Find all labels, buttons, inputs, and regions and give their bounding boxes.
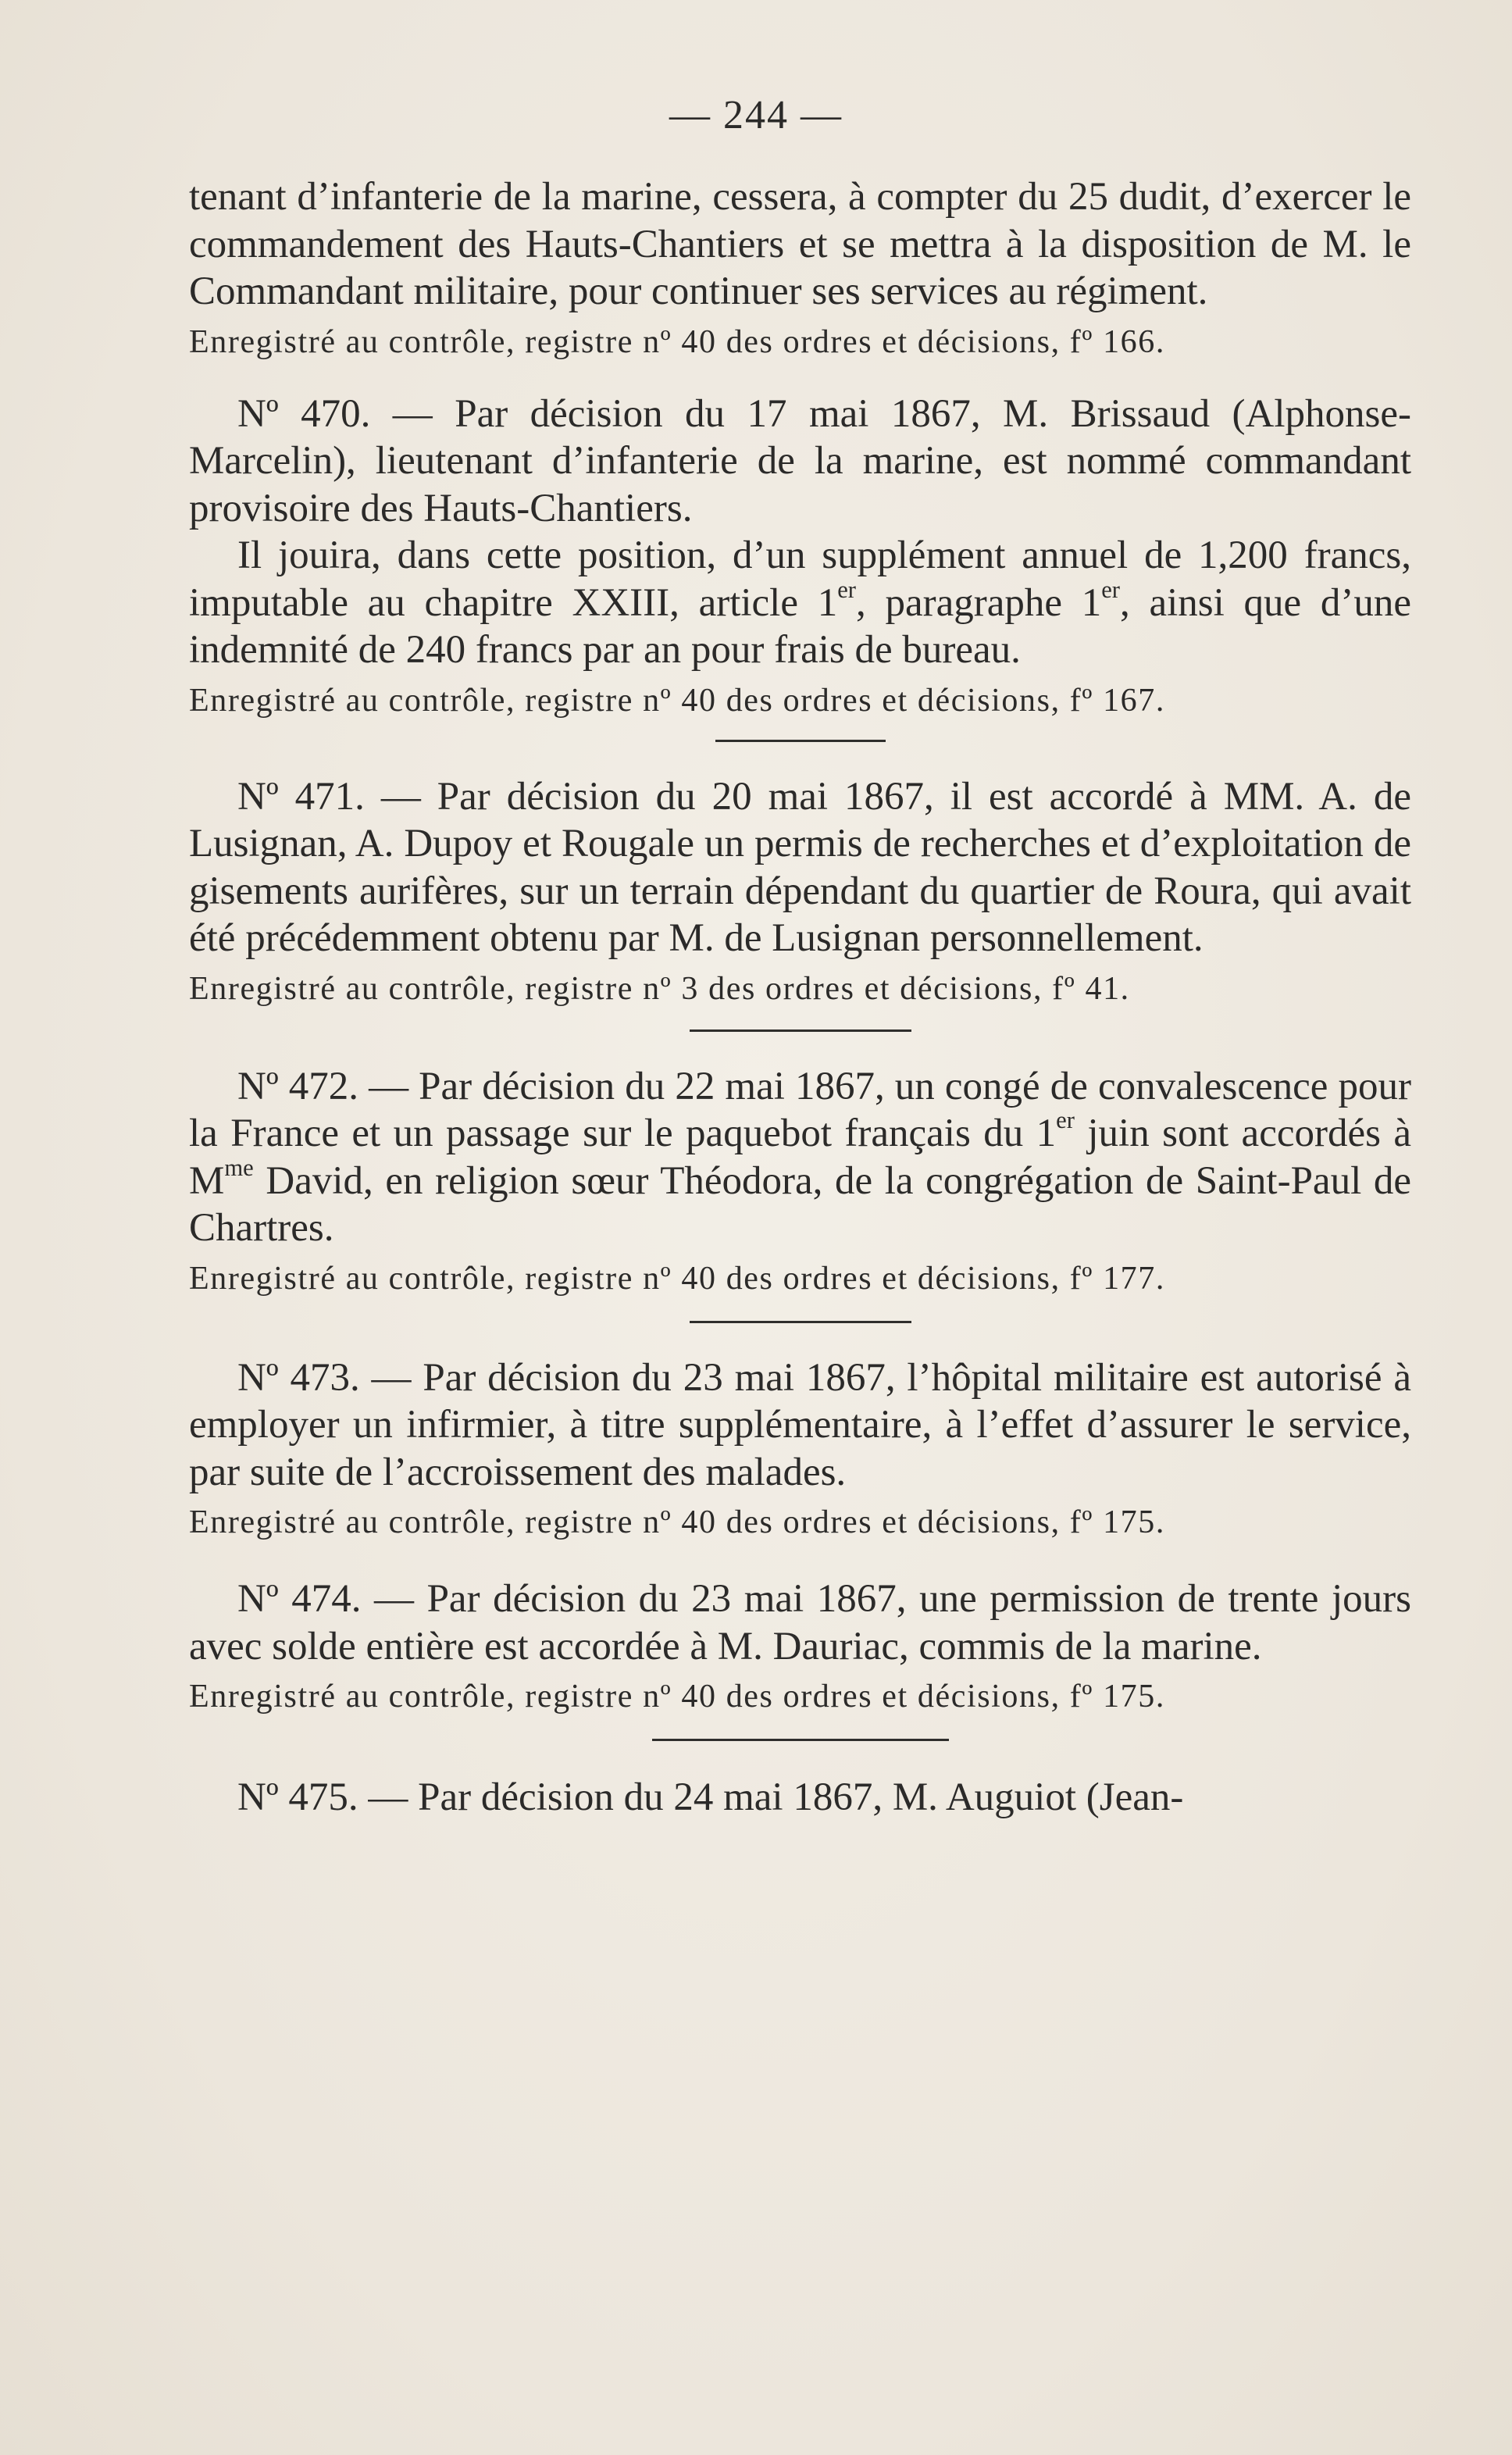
continuation-paragraph: tenant d’infanterie de la marine, cessera, à compter du 25 dudit, d’exercer le commandement des Hauts-Chantiers et se mettra à la disposition de M. le Commandant militaire, pour continuer ses services au régiment. [189,175,1411,313]
decision-text: — Par décision du 20 mai 1867, il est accordé à MM. A. de Lusignan, A. Dupoy et Rougale un permis de recherches et d’exploitation de gisements aurifères, sur un terrain dépendant du quartier de Roura, qui avait été précédemment obtenu par M. de Lusignan personnellement. [189,774,1411,960]
decision-text: , paragraphe 1 [856,580,1102,625]
registration-line: Enregistré au contrôle, registre nº 40 des ordres et décisions, fº 167. [189,682,1165,719]
decision-paragraph [189,1354,1411,1497]
decision-entry-472 [189,1063,1411,1301]
separator-rule [715,740,886,742]
decision-text: — Par décision du 17 mai 1867, M. Brissaud (Alphonse-Marcelin), lieutenant d’infanterie de la marine, est nommé commandant provisoire des Hauts-Chantiers. [189,391,1411,530]
separator-rule [652,1739,949,1741]
decision-paragraph-continued [189,532,1411,674]
text-column [189,173,1411,1822]
decision-entry-471 [189,773,1411,1011]
decision-text: David, en religion sœur Théodora, de la congrégation de Saint-Paul de Chartres. [189,1158,1411,1250]
decision-text: , ainsi que d’une indemnité de 240 francs par an pour frais de bureau. [189,580,1412,672]
decision-paragraph [189,1575,1411,1670]
decision-text: — Par décision du 24 mai 1867, M. Auguiot (Jean- [358,1775,1184,1819]
decision-entry-470 [189,391,1411,723]
registration-line: Enregistré au contrôle, registre nº 3 des ordres et décisions, fº 41. [189,970,1130,1007]
registration-line: Enregistré au contrôle, registre nº 40 des ordres et décisions, fº 175. [189,1679,1165,1715]
separator-rule [690,1321,911,1323]
separator-rule [690,1029,911,1032]
decision-text: — Par décision du 22 mai 1867, un congé de convalescence pour la France et un passage sur le paquebot français du 1 [189,1064,1411,1155]
superscript: er [837,576,856,603]
decision-number: Nº 475. [237,1775,358,1819]
decision-text: — Par décision du 23 mai 1867, l’hôpital militaire est autorisé à employer un infirmier, à titre supplémentaire, à l’effet d’assurer le service, par suite de l’accroissement des malades. [189,1355,1411,1494]
decision-paragraph [189,1774,1411,1822]
decision-number: Nº 470. [237,391,371,436]
decision-number: Nº 471. [237,774,365,819]
decision-paragraph [189,1063,1411,1252]
decision-entry-474 [189,1575,1411,1718]
decision-paragraph [189,773,1411,962]
decision-entry-473 [189,1354,1411,1545]
decision-text: Il jouira, dans cette position, d’un supplément annuel de 1,200 francs, imputable au chapitre XXIII, article 1 [189,533,1411,625]
superscript: er [1056,1107,1075,1134]
decision-text: — Par décision du 23 mai 1867, une permission de trente jours avec solde entière est accordée à M. Dauriac, commis de la marine. [189,1577,1411,1668]
decision-entry-475 [189,1774,1411,1822]
superscript: er [1101,576,1120,603]
decision-number: Nº 472. [237,1064,358,1108]
page-number: — 244 — [669,93,843,137]
registration-line: Enregistré au contrôle, registre nº 40 des ordres et décisions, fº 177. [189,1260,1165,1297]
registration-line: Enregistré au contrôle, registre nº 40 des ordres et décisions, fº 175. [189,1504,1165,1540]
decision-number: Nº 473. [237,1355,360,1400]
decision-text: juin sont accordés à M [189,1112,1411,1203]
superscript: me [224,1154,254,1181]
registration-line: Enregistré au contrôle, registre nº 40 des ordres et décisions, fº 166. [189,323,1165,360]
decision-paragraph [189,391,1411,533]
decision-number: Nº 474. [237,1577,362,1621]
